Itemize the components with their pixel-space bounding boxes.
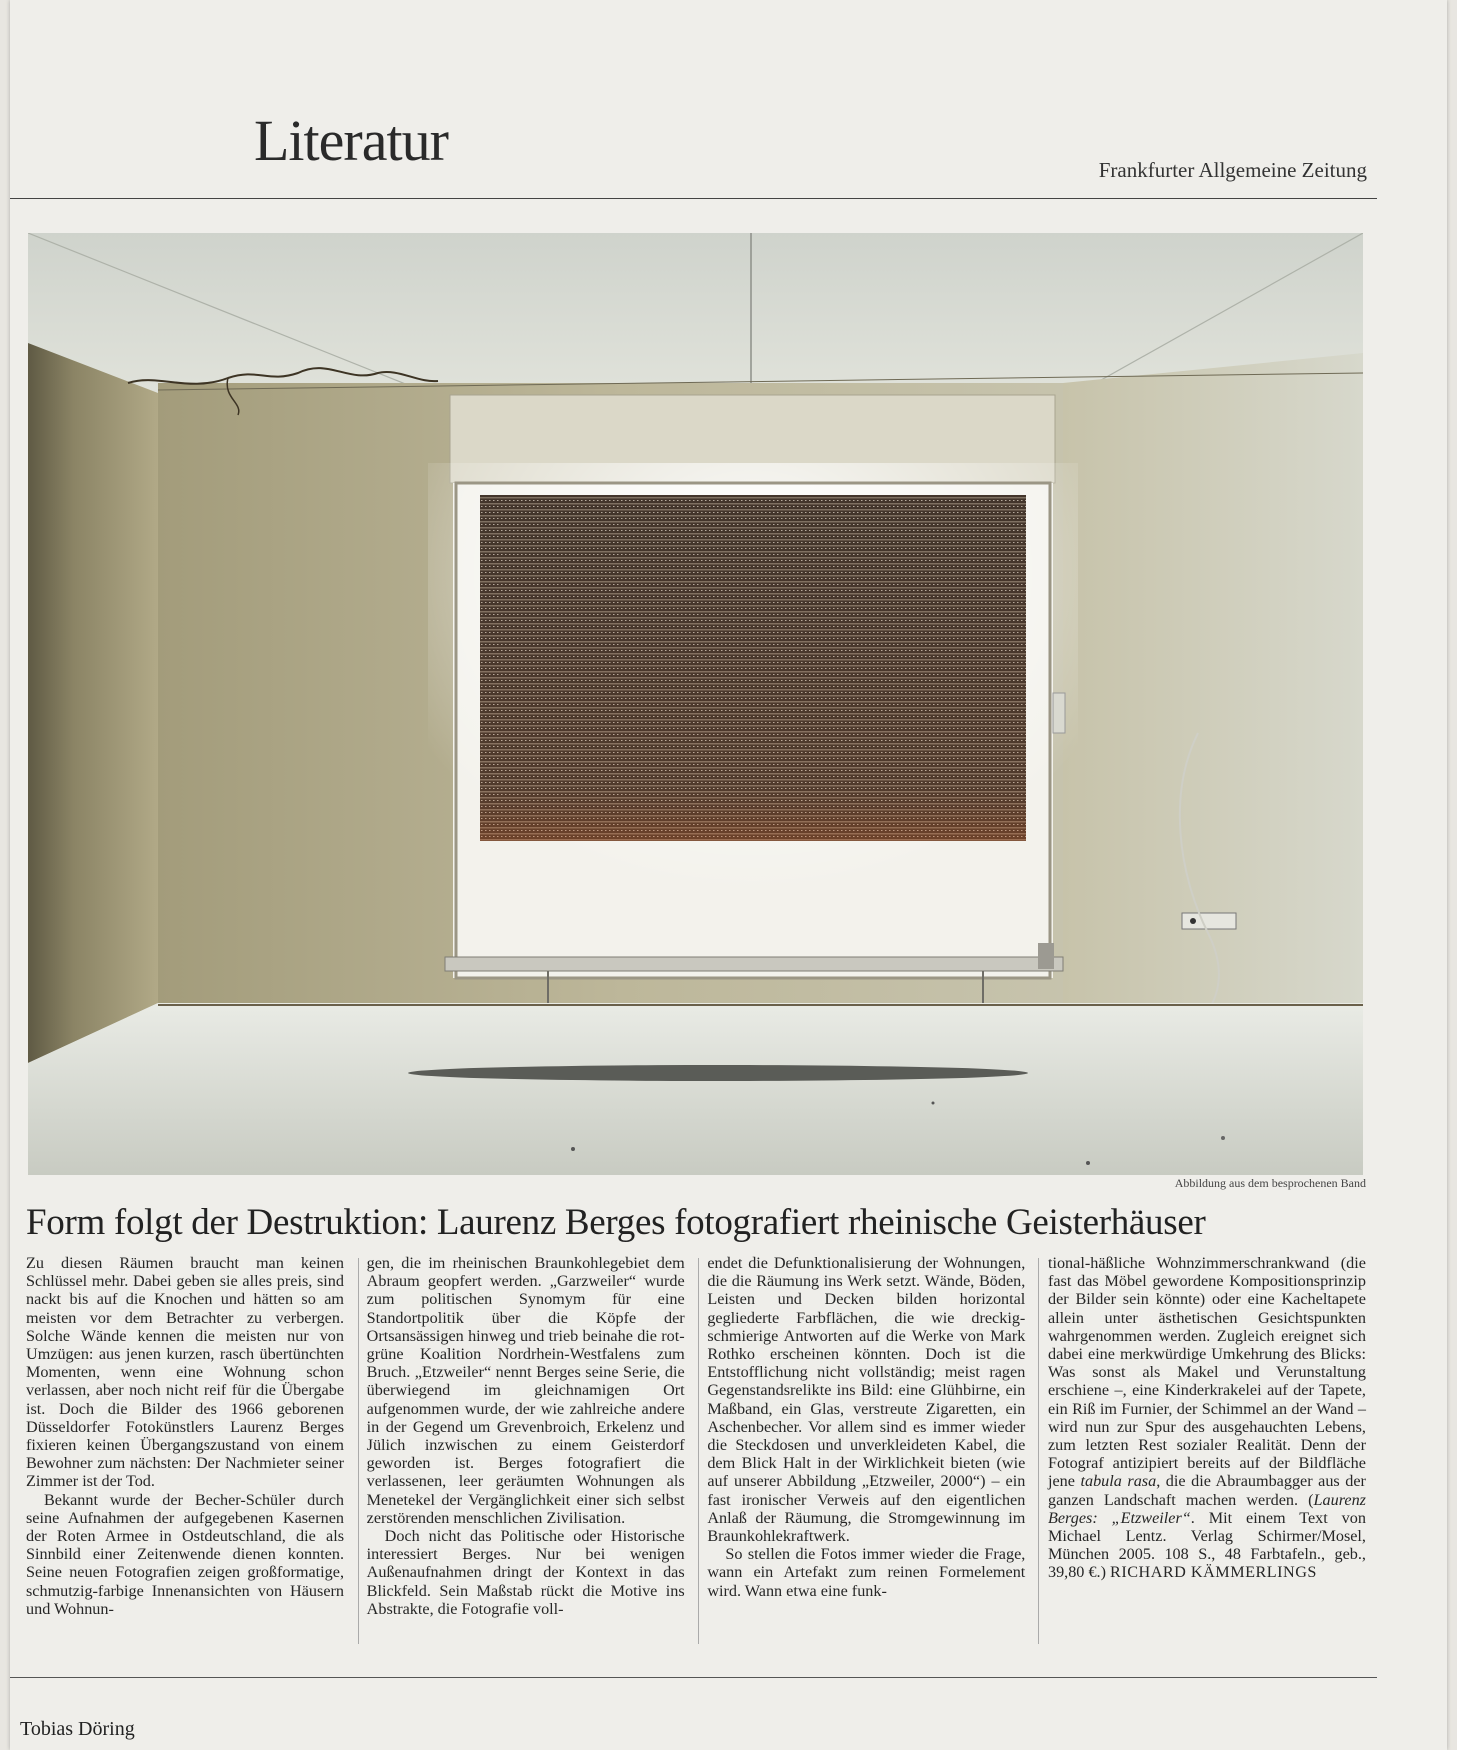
- italic-text: tabula rasa: [1080, 1472, 1157, 1491]
- text-run: , die die Abraumbagger aus der ganzen Landschaft machen werden. (: [1047, 1472, 1366, 1509]
- paragraph: endet die Defunktionalisierung der Wohnungen, die die Räumung ins Werk setzt. Wände, Böden, Leisten und Decken bilden horizontal gegliederte Farbflächen, die wie dreckig-schmierige Antworten auf die Werke von Mark Rothko erscheinen könnten. Doch ist die Entstofflichung nicht vollständig; meist ragen Gegenstandsrelikte ins Bild: eine Glühbirne, ein Maßband, ein Glas, verstreute Zigaretten, ein Aschenbecher. Vor allem sind es immer wieder die Steckdosen und unverkleideten Kabel, die dem Blick Halt in der Wirklichkeit bieten (wie auf unserer Abbildung „Etzweiler, 2000“) – ein fast ironischer Verweis auf den eigentlichen Anlaß der Räumung, die Stromgewinnung im Braunkohlekraftwerk.: [707, 1254, 1026, 1546]
- article-column-1: [26, 1254, 344, 1650]
- section-title: Literatur: [254, 108, 448, 173]
- article-column-4: [1048, 1254, 1366, 1650]
- paragraph: Bekannt wurde der Becher-Schüler durch seine Aufnahmen der aufgegebenen Kasernen der Roten Armee in Ostdeutschland, die als Sinnbild einer Zeitenwende dienen konnten. Seine neuen Fotografien zeigen großformatige, schmutzig-farbige Innenansichten von Häusern und Wohnun-: [26, 1490, 344, 1618]
- newspaper-page: [10, 0, 1447, 1750]
- text-run: tional-häßliche Wohnzimmerschrankwand (die fast das Möbel gewordene Kompositionsprinzip der Bilder sein könnte) oder eine Kacheltapete allein unter ästhetischen Gesichtspunkten wahrgenommen werden. Zugleich ereignet sich dabei eine merkwürdige Umkehrung des Blicks: Was sonst als Makel und Verunstaltung erschiene –, eine Kinderkrakelei auf der Tapete, ein Riß im Furnier, der Schimmel an der Wand – wird nun zur Spur des ausgehauchten Lebens, zum letzten Rest sozialer Realität. Denn der Fotograf antizipiert bereits auf der Bildfläche jene: [1047, 1254, 1366, 1491]
- photo-credit: Tobias Döring: [20, 1718, 135, 1740]
- article-author: RICHARD KÄMMERLINGS: [1110, 1563, 1317, 1582]
- article-headline: Form folgt der Destruktion: Laurenz Berges fotografiert rheinische Geisterhäuser: [26, 1202, 1206, 1243]
- footer-rule: [10, 1677, 1377, 1678]
- paragraph: So stellen die Fotos immer wieder die Frage, wann ein Artefakt zum reinen Formelement wird. Wann etwa eine funk-: [707, 1545, 1026, 1600]
- paragraph: Zu diesen Räumen braucht man keinen Schlüssel mehr. Dabei geben sie alles preis, sind nackt bis auf die Knochen und hätten so am meisten vor dem Betrachter zu verbergen. Solche Wände kennen die meisten nur von Umzügen: aus jenen kurzen, rasch übertünchten Momenten, wenn eine Wohnung schon verlassen, aber noch nicht reif für die Übergabe ist. Doch die Bilder des 1966 geborenen Düsseldorfer Fotokünstlers Laurenz Berges fixieren keinen Übergangszustand von einem Bewohner zum nächsten: Der Nachmieter seiner Zimmer ist der Tod.: [26, 1254, 344, 1491]
- book-title: Laurenz Berges: „Etzweiler“: [1047, 1490, 1366, 1527]
- paragraph: [1048, 1254, 1366, 1582]
- empty-room-photo: [28, 233, 1363, 1175]
- book-details: . Mit einem Text von Michael Lentz. Verlag Schirmer/Mosel, München 2005. 108 S., 48 Farbtafeln., geb., 39,80 €.): [1047, 1508, 1366, 1582]
- article-column-3: [707, 1254, 1025, 1650]
- newspaper-name: Frankfurter Allgemeine Zeitung: [1098, 158, 1367, 182]
- header-rule: [10, 198, 1377, 199]
- article-photo: [28, 233, 1363, 1175]
- paragraph: Doch nicht das Politische oder Historische interessiert Berges. Nur bei wenigen Außenaufnahmen dringt der Kontext in das Blickfeld. Sein Maßstab rückt die Motive ins Abstrakte, die Fotografie voll-: [366, 1527, 685, 1618]
- paragraph: gen, die im rheinischen Braunkohlegebiet dem Abraum geopfert werden. „Garzweiler“ wurde zum politischen Synomym für eine Standortpolitik über die Köpfe der Ortsansässigen hinweg und trieb beinahe die rot-grüne Koalition Nordrhein-Westfalens zum Bruch. „Etzweiler“ nennt Berges seine Serie, die überwiegend im gleichnamigen Ort aufgenommen wurde, der wie zahlreiche andere in der Gegend um Grevenbroich, Erkelenz und Jülich inzwischen zu einem Geisterdorf geworden ist. Berges fotografiert die verlassenen, leer geräumten Wohnungen als Menetekel der Vergänglichkeit einer sich selbst zerstörenden menschlichen Zivilisation.: [366, 1254, 685, 1527]
- article-body: [26, 1254, 1366, 1650]
- photo-caption: Abbildung aus dem besprochenen Band: [1174, 1176, 1366, 1190]
- article-column-2: [367, 1254, 685, 1650]
